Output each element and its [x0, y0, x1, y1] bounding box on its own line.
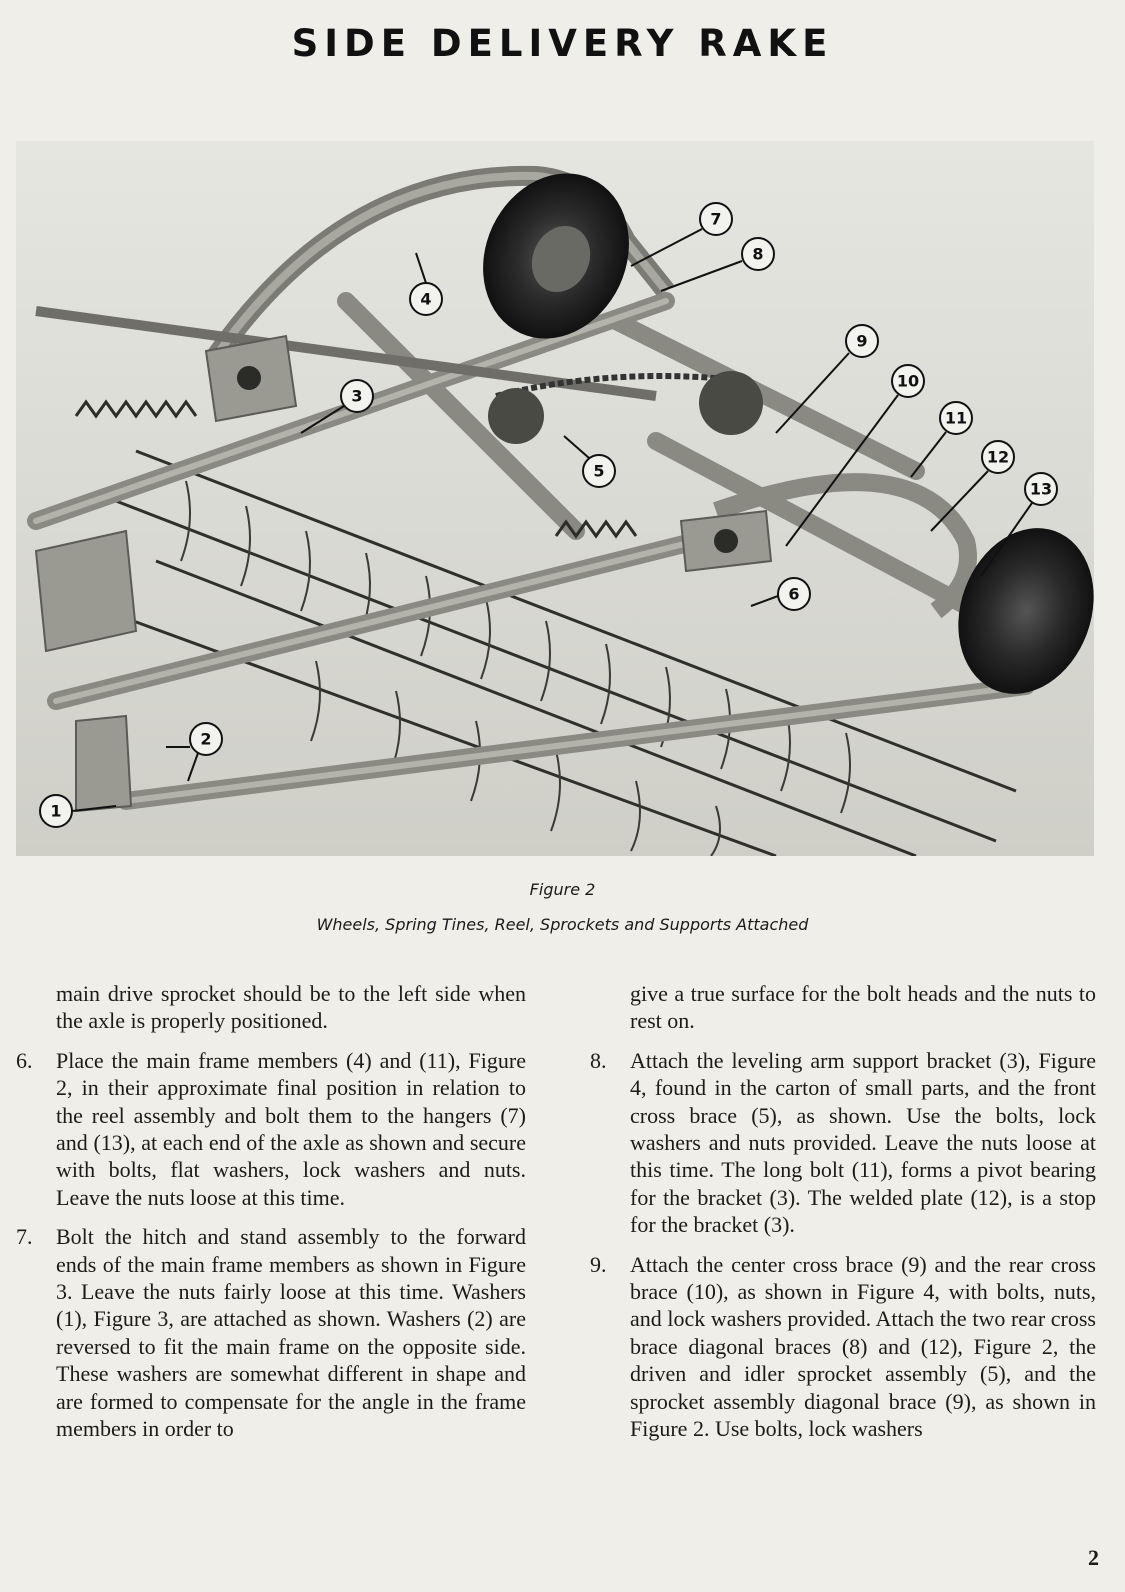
figure-2-photo	[16, 141, 1094, 856]
step-number: 8.	[590, 1047, 607, 1073]
step-text: Place the main frame members (4) and (11), Figure 2, in their approximate final position in relation to the reel assembly and bolt them to the hangers (7) and (13), at each end of the axle as shown and secure with bolts, flat washers, lock washers and nuts. Leave the nuts loose at this time.	[56, 1047, 526, 1210]
svg-text:11: 11	[944, 408, 968, 428]
left-intro-paragraph: main drive sprocket should be to the left side when the axle is properly positioned.	[56, 981, 526, 1034]
figure-label: Figure 2	[529, 880, 596, 899]
right-text-column	[590, 980, 1096, 1455]
right-intro-paragraph: give a true surface for the bolt heads and the nuts to rest on.	[630, 981, 1096, 1034]
svg-text:12: 12	[986, 447, 1010, 467]
svg-text:13: 13	[1029, 479, 1053, 499]
step-text: Bolt the hitch and stand assembly to the forward ends of the main frame members as shown in Figure 3. Leave the nuts fairly loose at this time. Washers (1), Figure 3, are attached as shown. Washers (2) are reversed to fit the main frame on the opposite side. These washers are somewhat different in shape and are formed to compensate for the angle in the frame members in order to	[56, 1224, 526, 1442]
page-title: SIDE DELIVERY RAKE	[291, 22, 834, 65]
step-text: Attach the center cross brace (9) and the rear cross brace (10), as shown in Figure 4, with bolts, nuts, and lock washers provided. Attach the two rear cross brace diagonal braces (8) and (12), Figure 2, the driven and idler sprocket assembly (5), and the sprocket assembly diagonal brace (9), as shown in Figure 2. Use bolts, lock washers	[630, 1251, 1096, 1442]
step-7	[16, 1223, 526, 1442]
step-6	[16, 1047, 526, 1211]
svg-text:1: 1	[50, 801, 62, 821]
step-number: 6.	[16, 1047, 33, 1073]
step-8	[590, 1047, 1096, 1239]
svg-text:2: 2	[200, 729, 212, 749]
svg-text:3: 3	[351, 386, 363, 406]
svg-text:9: 9	[856, 331, 868, 351]
sprocket	[699, 371, 763, 435]
left-text-column	[16, 980, 526, 1455]
step-9	[590, 1251, 1096, 1443]
svg-text:4: 4	[420, 289, 432, 309]
rake-illustration	[16, 141, 1094, 856]
step-number: 7.	[16, 1224, 33, 1250]
svg-text:6: 6	[788, 584, 800, 604]
page-number: 2	[1088, 1545, 1099, 1570]
svg-text:5: 5	[593, 461, 605, 481]
step-number: 9.	[590, 1251, 607, 1277]
svg-text:8: 8	[752, 244, 764, 264]
svg-text:10: 10	[896, 371, 920, 391]
step-text: Attach the leveling arm support bracket (3), Figure 4, found in the carton of small parts, and the front cross brace (5), as shown. Use the bolts, lock washers and nuts provided. Leave the nuts loose at this time. The long bolt (11), forms a pivot bearing for the bracket (3). The welded plate (12), is a stop for the bracket (3).	[630, 1047, 1096, 1238]
figure-caption: Wheels, Spring Tines, Reel, Sprockets and Supports Attached	[316, 915, 809, 934]
svg-text:7: 7	[710, 209, 722, 229]
